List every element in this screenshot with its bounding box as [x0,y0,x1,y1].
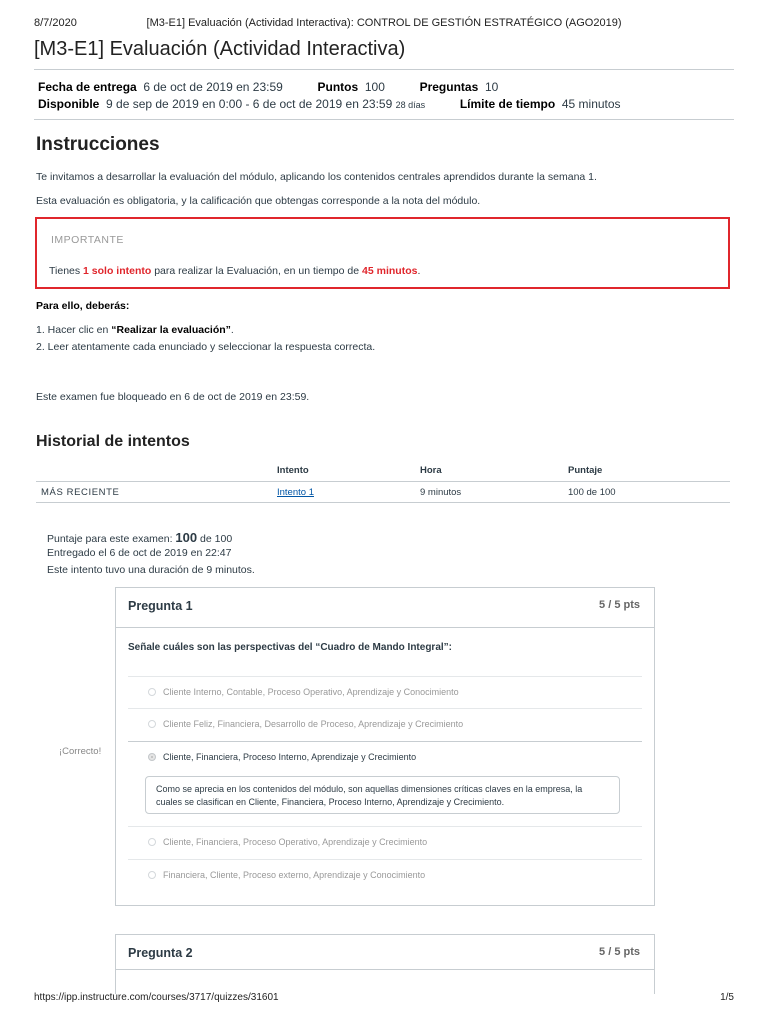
questions-label: Preguntas [419,80,479,94]
divider [34,69,734,70]
table-row [36,482,730,503]
radio-button-selected [148,753,156,761]
print-url: https://ipp.instructure.com/courses/3717/quizzes/31601 [34,992,279,1003]
step-2: 2. Leer atentamente cada enunciado y seleccionar la respuesta correcta. [36,341,376,353]
row-label: MÁS RECIENTE [41,487,120,498]
step-1-emphasis: “Realizar la evaluación” [111,324,231,336]
score-label: Puntaje para este examen: [47,533,176,545]
question-points: 5 / 5 pts [599,946,640,958]
history-heading: Historial de intentos [36,433,190,450]
answer-text: Cliente Feliz, Financiera, Desarrollo de Proceso, Aprendizaje y Crecimiento [163,719,464,729]
radio-button [148,688,156,696]
step-1-end: . [230,324,234,336]
print-footer [34,992,734,1006]
row-score: 100 de 100 [568,487,616,498]
duration-line: Este intento tuvo una duración de 9 minutos. [47,564,255,576]
answer-option [128,826,642,859]
score-summary [47,530,255,581]
quiz-details-row-1 [38,80,498,94]
quiz-details-row-2 [38,97,621,111]
radio-button [148,871,156,879]
score-value: 100 [175,530,198,545]
important-label: IMPORTANTE [51,234,124,246]
instructions-paragraph-2: Esta evaluación es obligatoria, y la calificación que obtengas corresponde a la nota del módulo. [36,195,481,207]
answer-option-selected [128,741,642,774]
answer-comment: Como se aprecia en los contenidos del módulo, son aquellas dimensiones críticas claves en la empresa, la cuales se clasifican en Cliente, Financiera, Proceso Interno, Aprendizaje y Crecimiento. [145,776,620,814]
step-1-text: 1. Hacer clic en [36,324,112,336]
question-title: Pregunta 1 [128,599,193,613]
important-text [49,265,420,277]
print-date: 8/7/2020 [34,17,77,29]
row-time: 9 minutos [420,487,462,498]
answer-option [128,676,642,709]
steps-list [36,324,375,358]
print-header [34,17,734,31]
answer-option [128,859,642,892]
column-header-time: Hora [420,465,442,476]
answer-text: Cliente, Financiera, Proceso Interno, Aprendizaje y Crecimiento [163,752,417,762]
available-days: 28 días [395,100,426,110]
important-text-part: para realizar la Evaluación, en un tiempo de [151,265,363,277]
question-card [115,587,655,906]
question-points: 5 / 5 pts [599,599,640,611]
instructions-heading: Instrucciones [36,134,160,155]
print-document-title: [M3-E1] Evaluación (Actividad Interactiva): CONTROL DE GESTIÓN ESTRATÉGICO (AGO2019) [146,17,622,29]
page-title: [M3-E1] Evaluación (Actividad Interactiva) [34,38,406,60]
questions-value: 10 [484,80,499,94]
attempt-link[interactable]: Intento 1 [277,487,314,498]
question-header [116,935,654,970]
steps-title: Para ello, deberás: [36,300,130,312]
page-number: 1/5 [720,992,734,1003]
question-header [116,588,654,628]
table-header [36,460,730,482]
instructions-paragraph-1: Te invitamos a desarrollar la evaluación del módulo, aplicando los contenidos centrales aprendidos durante la semana 1. [36,171,597,183]
attempt-history-table [36,460,730,503]
step-1 [36,324,375,341]
score-total: de 100 [197,533,233,545]
answer-option [128,708,642,741]
time-limit-value: 45 minutos [561,97,621,111]
available-value: 9 de sep de 2019 en 0:00 - 6 de oct de 2019 en 23:59 [106,97,393,111]
answer-text: Cliente Interno, Contable, Proceso Operativo, Aprendizaje y Conocimiento [163,687,459,697]
question-text: Señale cuáles son las perspectivas del “Cuadro de Mando Integral”: [128,642,452,653]
points-label: Puntos [317,80,359,94]
question-card [115,934,655,994]
score-line [47,530,255,547]
due-label: Fecha de entrega [38,80,137,94]
important-notice [35,217,730,289]
radio-button [148,838,156,846]
column-header-attempt: Intento [277,465,309,476]
answer-text: Financiera, Cliente, Proceso externo, Aprendizaje y Conocimiento [163,870,426,880]
important-text-part: . [417,265,421,277]
attempts-highlight: 1 solo intento [83,265,152,277]
locked-notice: Este examen fue bloqueado en 6 de oct de 2019 en 23:59. [36,391,310,403]
divider [34,119,734,120]
time-limit-label: Límite de tiempo [459,97,556,111]
radio-button [148,720,156,728]
important-text-part: Tienes [49,265,84,277]
points-value: 100 [364,80,385,94]
answer-text: Cliente, Financiera, Proceso Operativo, Aprendizaje y Crecimiento [163,837,428,847]
time-highlight: 45 minutos [362,265,418,277]
question-title: Pregunta 2 [128,946,193,960]
available-label: Disponible [38,97,100,111]
due-value: 6 de oct de 2019 en 23:59 [143,80,283,94]
submitted-line: Entregado el 6 de oct de 2019 en 22:47 [47,547,232,559]
correct-answer-label: ¡Correcto! [59,746,102,757]
column-header-score: Puntaje [568,465,603,476]
